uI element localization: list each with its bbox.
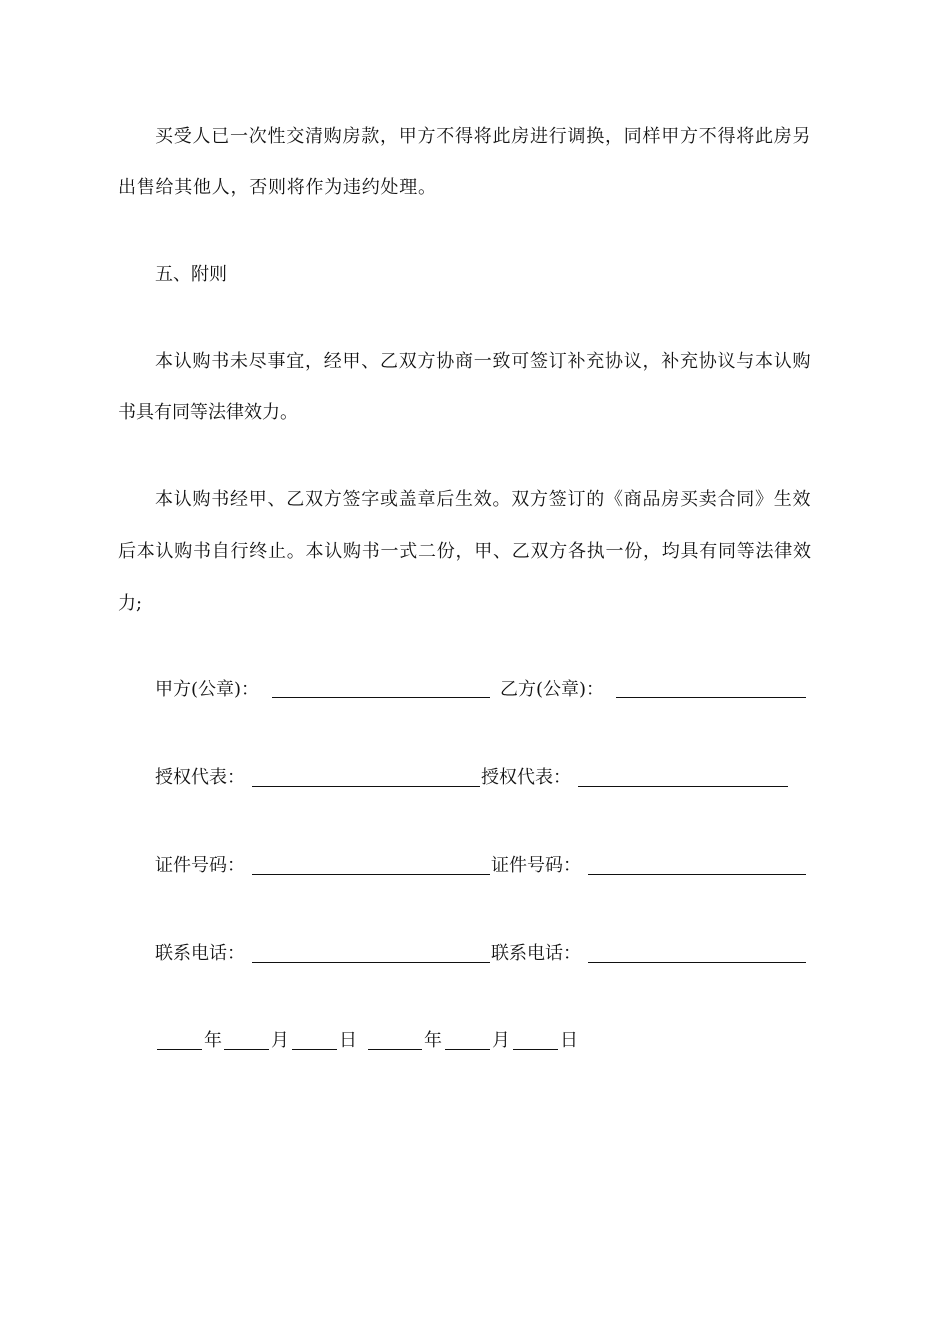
- paragraph-2-line-1: 本认购书未尽事宜，经甲、乙双方协商一致可签订补充协议，补充协议与本认购: [155, 351, 812, 372]
- section-heading-appendix: 五、附则: [155, 264, 227, 285]
- paragraph-3-line-3: 力;: [118, 593, 143, 614]
- auth-rep-b-label: 授权代表：: [481, 767, 571, 788]
- date-b-day-blank: [513, 1049, 558, 1050]
- phone-b-blank: [588, 962, 806, 963]
- phone-a-blank: [252, 962, 490, 963]
- paragraph-2-line-2: 书具有同等法律效力。: [118, 402, 298, 423]
- phone-b-label: 联系电话：: [491, 943, 581, 964]
- date-a-day-blank: [292, 1049, 337, 1050]
- paragraph-1-line-2: 出售给其他人，否则将作为违约处理。: [118, 177, 437, 198]
- party-b-seal-blank: [616, 697, 806, 698]
- auth-rep-a-label: 授权代表：: [155, 767, 245, 788]
- date-b-year-label: 年: [424, 1030, 442, 1051]
- paragraph-1-line-1: 买受人已一次性交清购房款，甲方不得将此房进行调换，同样甲方不得将此房另: [155, 126, 812, 147]
- paragraph-3-line-2: 后本认购书自行终止。本认购书一式二份，甲、乙双方各执一份，均具有同等法律效: [118, 541, 812, 562]
- party-b-seal-label: 乙方(公章)：: [500, 679, 605, 700]
- date-a-month-blank: [224, 1049, 269, 1050]
- date-b-month-label: 月: [492, 1030, 510, 1051]
- date-b-month-blank: [445, 1049, 490, 1050]
- auth-rep-b-blank: [578, 786, 788, 787]
- date-b-year-blank: [368, 1049, 422, 1050]
- party-a-seal-label: 甲方(公章)：: [155, 679, 260, 700]
- date-a-year-blank: [157, 1049, 202, 1050]
- date-a-day-label: 日: [339, 1030, 357, 1051]
- id-no-a-blank: [252, 874, 490, 875]
- date-a-month-label: 月: [271, 1030, 289, 1051]
- paragraph-3-line-1: 本认购书经甲、乙双方签字或盖章后生效。双方签订的《商品房买卖合同》生效: [155, 489, 812, 510]
- date-a-year-label: 年: [204, 1030, 222, 1051]
- date-b-day-label: 日: [560, 1030, 578, 1051]
- id-no-a-label: 证件号码：: [155, 855, 245, 876]
- id-no-b-label: 证件号码：: [491, 855, 581, 876]
- phone-a-label: 联系电话：: [155, 943, 245, 964]
- party-a-seal-blank: [272, 697, 490, 698]
- auth-rep-a-blank: [252, 786, 480, 787]
- id-no-b-blank: [588, 874, 806, 875]
